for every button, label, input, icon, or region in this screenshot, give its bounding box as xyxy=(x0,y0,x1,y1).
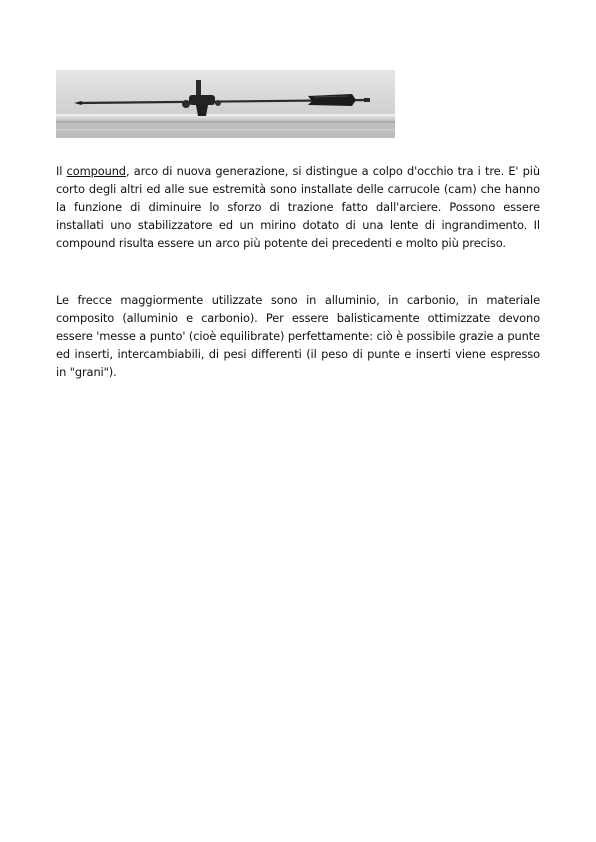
paragraph-lead: Il xyxy=(56,164,67,178)
compound-bow-photo xyxy=(56,70,395,138)
compound-paragraph xyxy=(56,163,540,253)
paragraph-body: , arco di nuova generazione, si distingue a colpo d'occhio tra i tre. E' più corto degli altri ed alle sue estremità sono installate delle carrucole (cam) che hanno la funzione di diminuire lo sforzo di trazione fatto dall'arciere. Possono essere installati uno stabilizzatore ed un mirino dotato di una lente di ingrandimento. Il compound risulta essere un arco più potente dei precedenti e molto più preciso. xyxy=(56,164,540,250)
arrows-paragraph: Le frecce maggiormente utilizzate sono in alluminio, in carbonio, in materiale composito (alluminio e carbonio). Per essere balisticamente ottimizzate devono essere 'messe a punto' (cioè equilibrate) perfettamente: ciò è possibile grazie a punte ed inserti, intercambiabili, di pesi differenti (il peso di punte e inserti viene espresso in "grani"). xyxy=(56,293,540,379)
compound-term: compound xyxy=(66,164,126,178)
